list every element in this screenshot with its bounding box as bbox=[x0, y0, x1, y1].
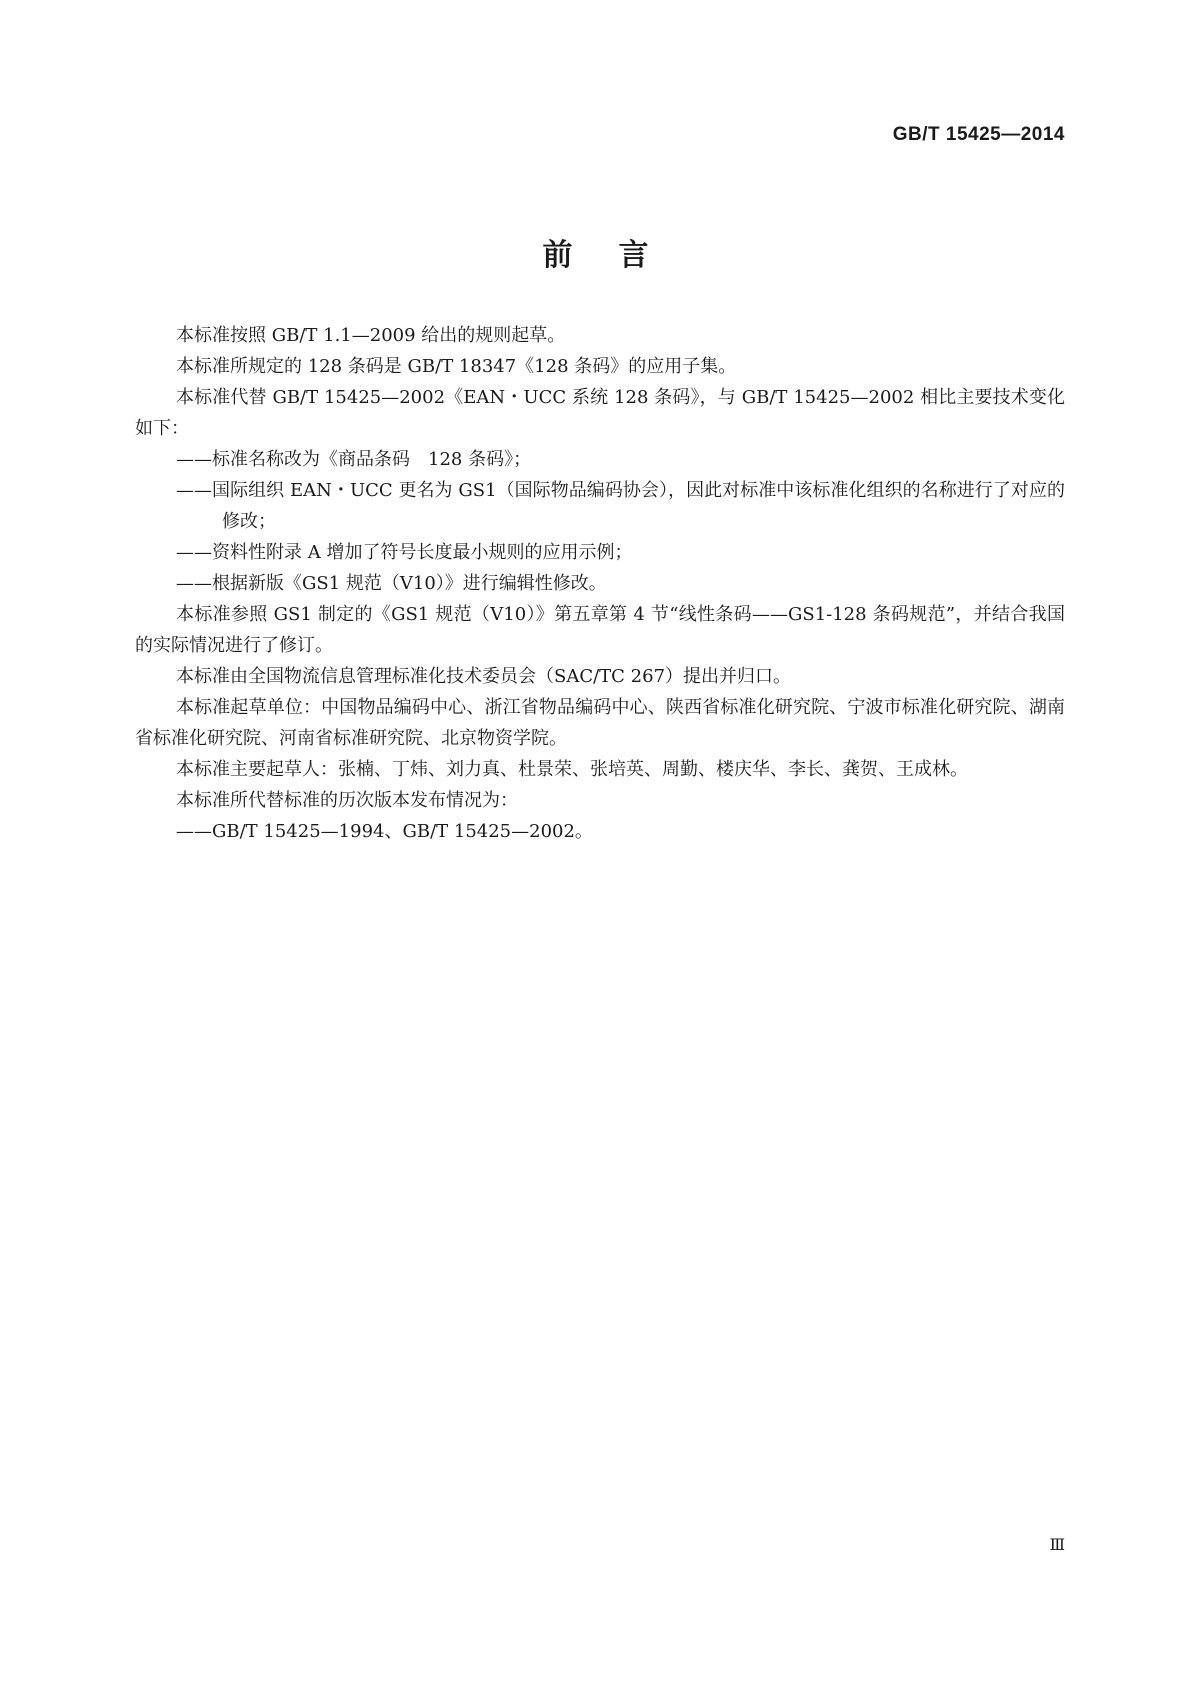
page-number: Ⅲ bbox=[1049, 1535, 1065, 1554]
paragraph: 本标准所规定的 128 条码是 GB/T 18347《128 条码》的应用子集。 bbox=[176, 356, 737, 377]
paragraph: 本标准主要起草人：张楠、丁炜、刘力真、杜景荣、张培英、周勤、楼庆华、李长、龚贺、王成林。 bbox=[176, 759, 968, 780]
paragraph: 本标准代替 GB/T 15425—2002《EAN・UCC 系统 128 条码》，与 GB/T 15425—2002 相比主要技术变化如下： bbox=[135, 387, 1065, 439]
paragraph: 本标准按照 GB/T 1.1—2009 给出的规则起草。 bbox=[176, 325, 566, 346]
list-item: ——根据新版《GS1 规范（V10）》进行编辑性修改。 bbox=[176, 573, 607, 594]
list-item: ——国际组织 EAN・UCC 更名为 GS1（国际物品编码协会），因此对标准中该标准化组织的名称进行了对应的修改； bbox=[176, 480, 1065, 532]
preface-body bbox=[135, 320, 1065, 847]
paragraph: 本标准所代替标准的历次版本发布情况为： bbox=[176, 790, 518, 811]
list-item: ——GB/T 15425—1994、GB/T 15425—2002。 bbox=[176, 821, 593, 842]
paragraph: 本标准起草单位：中国物品编码中心、浙江省物品编码中心、陕西省标准化研究院、宁波市标准化研究院、湖南省标准化研究院、河南省标准研究院、北京物资学院。 bbox=[135, 697, 1065, 749]
list-item: ——标准名称改为《商品条码 128 条码》； bbox=[176, 449, 532, 470]
list-item: ——资料性附录 A 增加了符号长度最小规则的应用示例； bbox=[176, 542, 633, 563]
standard-code: GB/T 15425—2014 bbox=[892, 124, 1065, 145]
page-title: 前言 bbox=[542, 238, 695, 273]
paragraph: 本标准参照 GS1 制定的《GS1 规范（V10）》第五章第 4 节“线性条码——GS1-128 条码规范”，并结合我国的实际情况进行了修订。 bbox=[135, 604, 1065, 656]
paragraph: 本标准由全国物流信息管理标准化技术委员会（SAC/TC 267）提出并归口。 bbox=[176, 666, 792, 687]
